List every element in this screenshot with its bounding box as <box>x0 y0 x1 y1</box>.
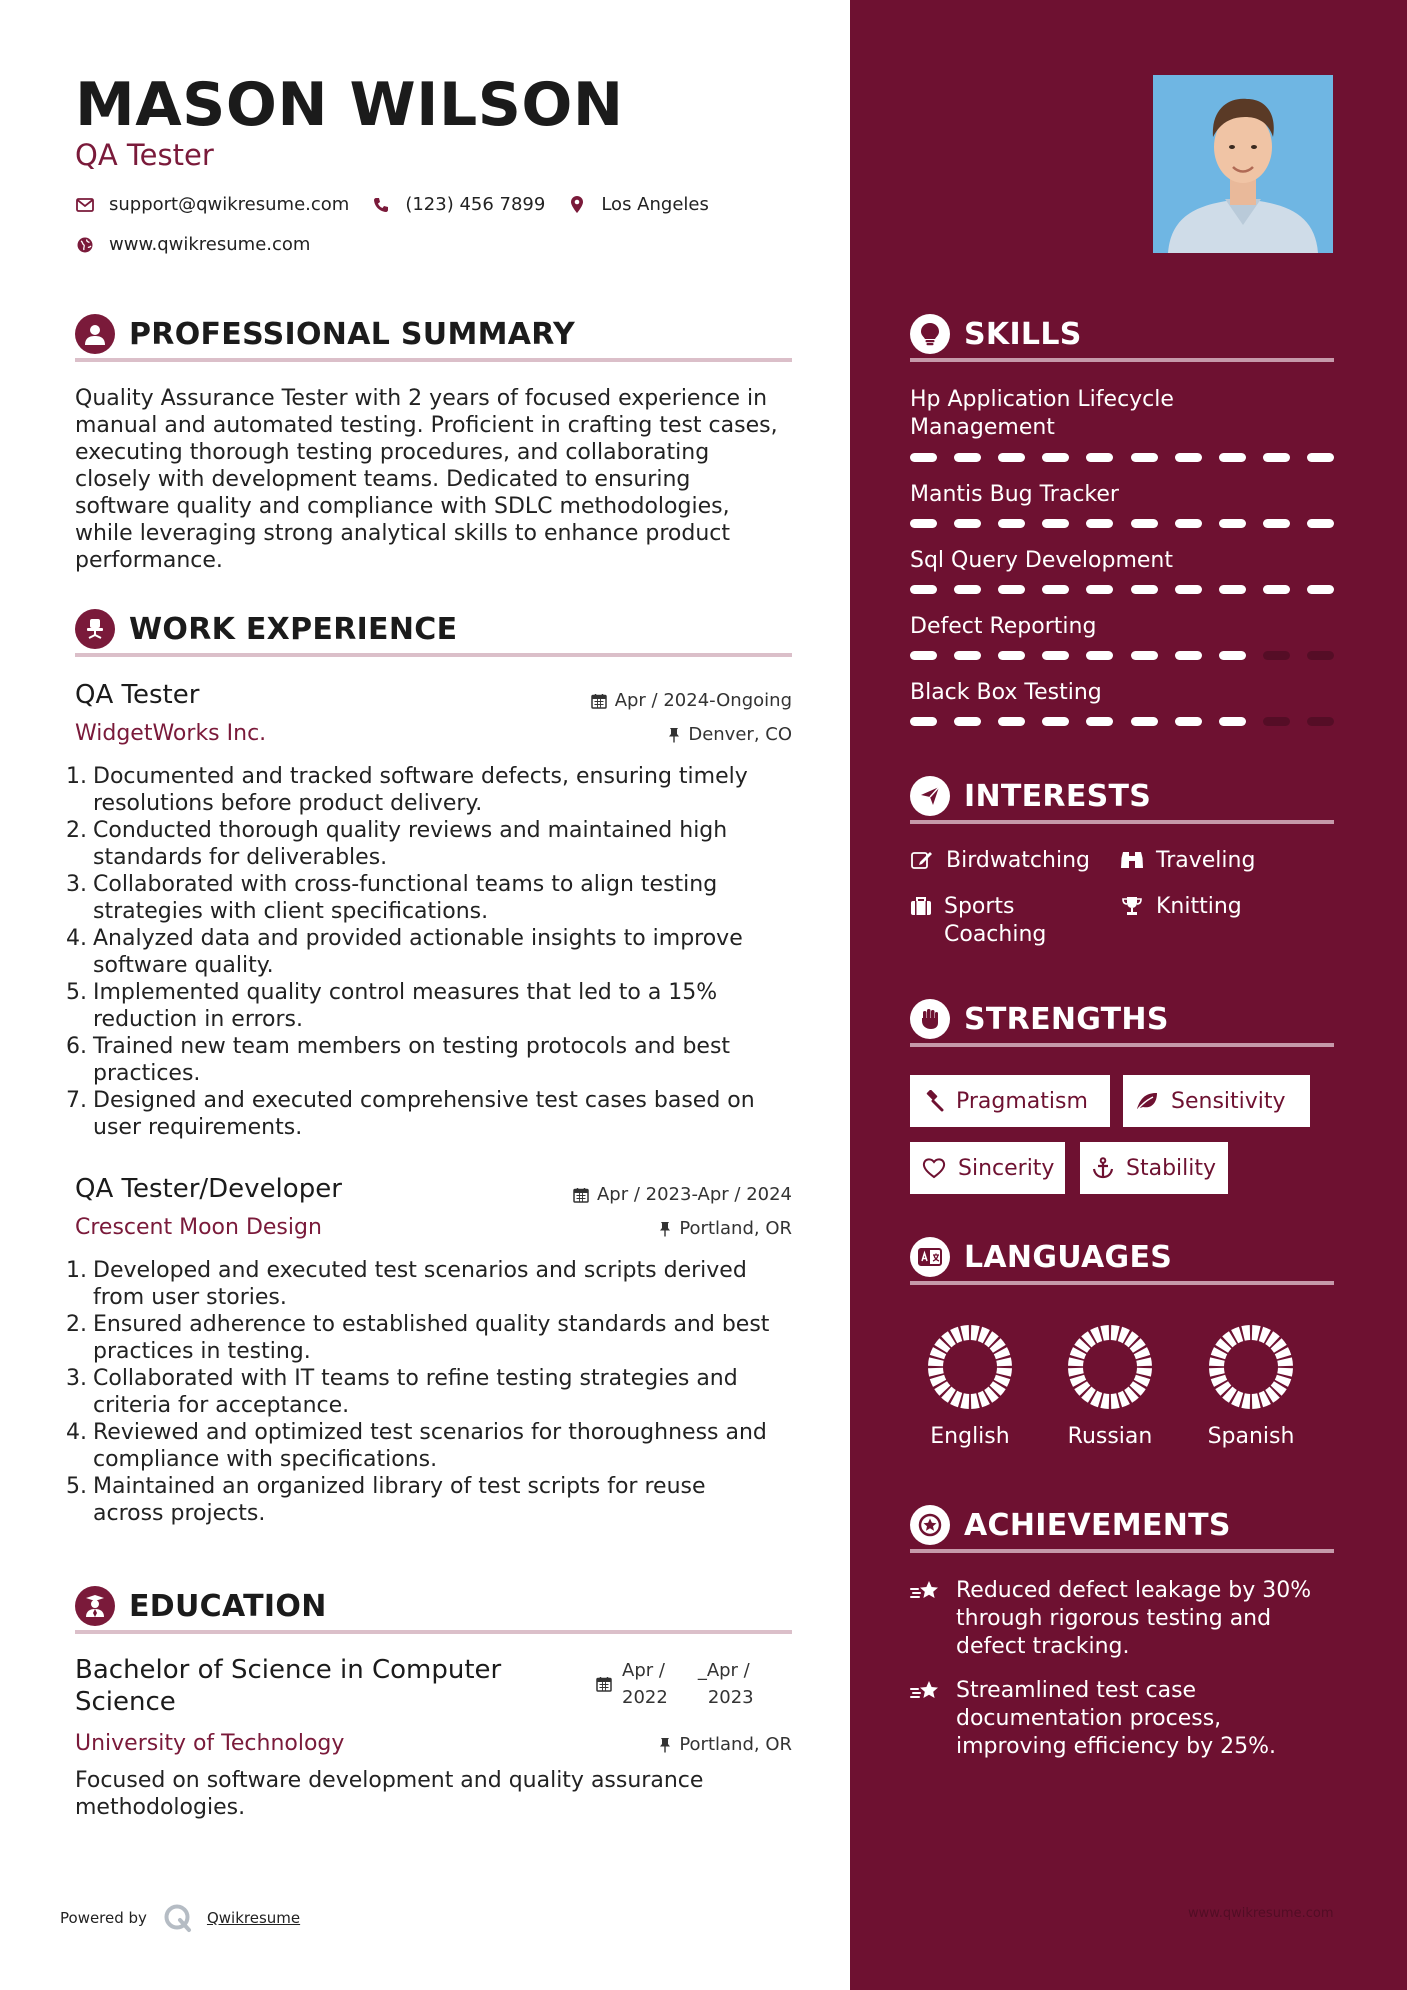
skill-level-dash <box>1086 519 1113 528</box>
powered-by-label: Powered by <box>60 1909 147 1927</box>
calendar-icon <box>573 1187 589 1203</box>
skill-level-dash <box>1263 651 1290 660</box>
phone-icon <box>371 195 391 215</box>
achievements-section-header <box>910 1501 1334 1553</box>
list-item <box>66 1311 806 1365</box>
skill-name: Mantis Bug Tracker <box>910 482 1119 507</box>
skill-level-dash <box>1307 585 1334 594</box>
leaf-icon <box>1135 1091 1159 1111</box>
skill-level-dash <box>998 651 1025 660</box>
language-ring-segment <box>1252 1325 1261 1341</box>
job-title: QA Tester/Developer <box>75 1174 342 1204</box>
list-item <box>66 1257 806 1311</box>
list-text: practices in testing. <box>93 1339 311 1364</box>
skill-level-dash <box>954 453 981 462</box>
skill-level-dash <box>998 585 1025 594</box>
language-label: English <box>930 1424 1010 1449</box>
pushpin-icon <box>659 1221 671 1237</box>
strength-badge <box>910 1142 1065 1194</box>
summary-line: performance. <box>75 548 223 573</box>
languages-title: LANGUAGES <box>964 1239 1173 1275</box>
email-link[interactable]: support@qwikresume.com <box>109 194 350 215</box>
language-level-ring <box>1206 1322 1296 1412</box>
education-title: EDUCATION <box>129 1588 327 1624</box>
briefcase-icon <box>910 896 932 916</box>
achievement-text: improving efficiency by 25%. <box>956 1734 1277 1759</box>
paper-plane-icon <box>910 776 950 816</box>
job-location-text: Denver, CO <box>688 724 792 745</box>
list-number: 5. <box>66 1474 87 1499</box>
skill-level-dash <box>1307 453 1334 462</box>
achievement-text: Reduced defect leakage by 30% <box>956 1578 1312 1603</box>
achievement-item <box>910 1577 1330 1661</box>
summary-section-header <box>75 310 792 362</box>
skill-level-dash <box>1042 453 1069 462</box>
job-responsibilities <box>66 1257 806 1527</box>
sidebar <box>850 0 1407 1990</box>
strength-badge <box>910 1075 1110 1127</box>
summary-line: while leveraging strong analytical skills to enhance product <box>75 521 731 546</box>
education-section-header <box>75 1582 792 1634</box>
heart-icon <box>922 1157 946 1179</box>
skill-level-dash <box>1086 717 1113 726</box>
list-text: Collaborated with cross-functional teams to align testing <box>93 872 718 897</box>
language-ring-segment <box>1209 1368 1225 1377</box>
job-title: QA Tester <box>75 680 200 710</box>
interest-label: Birdwatching <box>946 848 1090 873</box>
graduate-icon <box>75 1586 115 1626</box>
skill-level-dash <box>954 519 981 528</box>
list-text: standards for deliverables. <box>93 845 388 870</box>
list-text: Documented and tracked software defects, ensuring timely <box>93 764 748 789</box>
summary-line: executing thorough testing procedures, and collaborating <box>75 440 710 465</box>
list-text: from user stories. <box>93 1285 287 1310</box>
achievement-item <box>910 1677 1330 1761</box>
language-ring-segment <box>1136 1368 1152 1377</box>
date-part: 2023 <box>707 1687 754 1708</box>
star-badge-icon <box>910 1505 950 1545</box>
strength-badge <box>1123 1075 1310 1127</box>
skill-level-dash <box>910 717 937 726</box>
language-ring-segment <box>971 1393 980 1409</box>
list-text: Ensured adherence to established quality standards and best <box>93 1312 770 1337</box>
list-item <box>66 1473 806 1527</box>
summary-line: closely with development teams. Dedicated to ensuring <box>75 467 691 492</box>
skill-level-dash <box>1175 717 1202 726</box>
experience-title: WORK EXPERIENCE <box>129 611 458 647</box>
edit-icon <box>910 850 934 870</box>
job-date-text: Apr / 2024-Ongoing <box>614 690 792 711</box>
experience-section-header <box>75 605 792 657</box>
skill-name-line: Hp Application Lifecycle <box>910 387 1174 412</box>
date-part: _Apr / <box>697 1660 750 1681</box>
skill-level-dash <box>954 585 981 594</box>
list-number: 6. <box>66 1034 87 1059</box>
language-ring-segment <box>960 1393 969 1409</box>
powered-by <box>60 1903 300 1933</box>
skill-level-bar <box>910 651 1334 660</box>
skill-level-dash <box>910 585 937 594</box>
user-icon <box>75 314 115 354</box>
trophy-icon <box>1120 896 1144 916</box>
pushpin-icon <box>668 727 680 743</box>
list-number: 4. <box>66 926 87 951</box>
list-number: 7. <box>66 1088 87 1113</box>
language-level-ring <box>925 1322 1015 1412</box>
list-text: Reviewed and optimized test scenarios for thoroughness and <box>93 1420 767 1445</box>
strength-label: Stability <box>1126 1155 1217 1181</box>
skill-level-dash <box>910 453 937 462</box>
degree-line: Science <box>75 1687 176 1717</box>
strength-badge <box>1080 1142 1228 1194</box>
language-level-ring <box>1065 1322 1155 1412</box>
skill-level-dash <box>1042 651 1069 660</box>
skill-level-dash <box>998 519 1025 528</box>
achievement-text: documentation process, <box>956 1706 1222 1731</box>
date-part: 2022 <box>622 1687 668 1708</box>
language-ring-segment <box>1252 1393 1261 1409</box>
skill-level-dash <box>1131 585 1158 594</box>
language-ring-segment <box>1209 1357 1225 1366</box>
skill-level-bar <box>910 453 1334 462</box>
language-ring-segment <box>1100 1325 1109 1341</box>
qwikresume-logo-icon <box>163 1903 193 1933</box>
list-text: compliance with specifications. <box>93 1447 438 1472</box>
skill-level-dash <box>1086 453 1113 462</box>
calendar-icon <box>596 1676 612 1692</box>
skills-title: SKILLS <box>964 316 1082 352</box>
language-ring-segment <box>960 1325 969 1341</box>
skill-level-dash <box>1219 585 1246 594</box>
language-ring-segment <box>1100 1393 1109 1409</box>
anchor-icon <box>1092 1157 1114 1179</box>
skill-level-dash <box>910 651 937 660</box>
summary-line: software quality and compliance with SDLC methodologies, <box>75 494 730 519</box>
job-date <box>573 1184 792 1205</box>
qwikresume-link[interactable]: Qwikresume <box>206 1909 301 1927</box>
list-text: software quality. <box>93 953 274 978</box>
interests-title: INTERESTS <box>964 778 1152 814</box>
shooting-star-icon <box>910 1679 944 1761</box>
pushpin-icon <box>659 1737 671 1753</box>
skill-level-dash <box>1219 519 1246 528</box>
binoculars-icon <box>1120 850 1144 870</box>
job-date-text: Apr / 2023-Apr / 2024 <box>596 1184 792 1205</box>
interest-item <box>910 893 1080 949</box>
skill-level-dash <box>1175 519 1202 528</box>
degree-title <box>75 1654 501 1718</box>
skill-level-dash <box>1263 519 1290 528</box>
language-ring-segment <box>1068 1368 1084 1377</box>
list-number: 1. <box>66 1258 87 1283</box>
skill-level-dash <box>954 717 981 726</box>
list-text: strategies with client specifications. <box>93 899 489 924</box>
language-item <box>1196 1322 1306 1449</box>
strength-label: Sensitivity <box>1171 1088 1286 1114</box>
summary-line: manual and automated testing. Proficient in crafting test cases, <box>75 413 778 438</box>
list-text: practices. <box>93 1061 201 1086</box>
list-item <box>66 1087 806 1141</box>
language-ring-segment <box>1277 1357 1293 1366</box>
gavel-icon <box>922 1090 944 1112</box>
strength-label: Sincerity <box>958 1155 1055 1181</box>
raised-fist-icon <box>910 999 950 1039</box>
skill-level-dash <box>1175 651 1202 660</box>
list-number: 1. <box>66 764 87 789</box>
skill-level-dash <box>1086 585 1113 594</box>
skill-level-dash <box>1263 453 1290 462</box>
list-text: Implemented quality control measures that led to a 15% <box>93 980 718 1005</box>
list-text: Designed and executed comprehensive test cases based on <box>93 1088 755 1113</box>
language-ring-segment <box>996 1357 1012 1366</box>
job-company: Crescent Moon Design <box>75 1215 322 1240</box>
summary-title: PROFESSIONAL SUMMARY <box>129 316 576 352</box>
skill-level-dash <box>1042 717 1069 726</box>
school-location-text: Portland, OR <box>679 1734 792 1755</box>
skill-name: Defect Reporting <box>910 614 1097 639</box>
achievement-text: through rigorous testing and <box>956 1606 1272 1631</box>
skill-level-dash <box>1219 453 1246 462</box>
list-text: user requirements. <box>93 1115 303 1140</box>
job-date <box>591 690 792 711</box>
list-item <box>66 925 806 979</box>
skill-level-dash <box>1042 585 1069 594</box>
strengths-title: STRENGTHS <box>964 1001 1169 1037</box>
skill-level-dash <box>1042 519 1069 528</box>
language-ring-segment <box>1241 1393 1250 1409</box>
date-part: Apr / <box>622 1660 665 1681</box>
skill-level-dash <box>1307 519 1334 528</box>
list-item <box>66 763 806 817</box>
summary-line: Quality Assurance Tester with 2 years of focused experience in <box>75 386 768 411</box>
language-item <box>1055 1322 1165 1449</box>
skill-level-dash <box>998 717 1025 726</box>
strength-label: Pragmatism <box>956 1088 1088 1114</box>
skill-name: Black Box Testing <box>910 680 1102 705</box>
list-text: Conducted thorough quality reviews and maintained high <box>93 818 728 843</box>
list-number: 2. <box>66 1312 87 1337</box>
education-end <box>698 1657 754 1711</box>
contact-row-1 <box>75 194 731 215</box>
list-text: Developed and executed test scenarios and scripts derived <box>93 1258 747 1283</box>
skill-level-dash <box>1131 717 1158 726</box>
list-number: 3. <box>66 872 87 897</box>
language-ring-segment <box>1068 1357 1084 1366</box>
language-ring-segment <box>1136 1357 1152 1366</box>
list-number: 2. <box>66 818 87 843</box>
list-item <box>66 979 806 1033</box>
list-text: Trained new team members on testing protocols and best <box>93 1034 731 1059</box>
skill-level-dash <box>1086 651 1113 660</box>
list-number: 3. <box>66 1366 87 1391</box>
globe-icon <box>75 235 95 255</box>
list-text: reduction in errors. <box>93 1007 303 1032</box>
language-ring-segment <box>996 1368 1012 1377</box>
list-item <box>66 1419 806 1473</box>
language-item <box>915 1322 1025 1449</box>
interest-label: Knitting <box>1156 894 1242 919</box>
skill-level-dash <box>1263 717 1290 726</box>
location-pin-icon <box>567 195 587 215</box>
list-text: Maintained an organized library of test scripts for reuse <box>93 1474 706 1499</box>
skill-level-dash <box>1219 651 1246 660</box>
envelope-icon <box>75 195 95 215</box>
footer-url: www.qwikresume.com <box>1188 1906 1334 1921</box>
skill-level-dash <box>1131 453 1158 462</box>
skill-level-dash <box>1307 651 1334 660</box>
interest-item <box>1120 847 1255 875</box>
degree-line: Bachelor of Science in Computer <box>75 1655 502 1685</box>
lightbulb-icon <box>910 314 950 354</box>
language-ring-segment <box>971 1325 980 1341</box>
skill-level-bar <box>910 519 1334 528</box>
list-item <box>66 1365 806 1419</box>
office-chair-icon <box>75 609 115 649</box>
shooting-star-icon <box>910 1579 944 1661</box>
skill-level-dash <box>1131 651 1158 660</box>
achievement-text: defect tracking. <box>956 1634 1130 1659</box>
language-ring-segment <box>1111 1325 1120 1341</box>
school-location <box>659 1734 792 1755</box>
skill-level-bar <box>910 585 1334 594</box>
skill-level-dash <box>1307 717 1334 726</box>
skills-section-header <box>910 310 1334 362</box>
list-item <box>66 871 806 925</box>
interest-label: Traveling <box>1156 848 1256 873</box>
education-date <box>596 1657 754 1711</box>
language-ring-segment <box>928 1357 944 1366</box>
list-text: criteria for acceptance. <box>93 1393 350 1418</box>
list-text: across projects. <box>93 1501 266 1526</box>
skill-level-dash <box>954 651 981 660</box>
strengths-section-header <box>910 995 1334 1047</box>
language-ring-segment <box>1277 1368 1293 1377</box>
language-label: Russian <box>1067 1424 1153 1449</box>
skill-level-dash <box>998 453 1025 462</box>
job-responsibilities <box>66 763 806 1141</box>
language-ring-segment <box>1111 1393 1120 1409</box>
school-name: University of Technology <box>75 1731 345 1756</box>
skill-level-dash <box>1131 519 1158 528</box>
job-company: WidgetWorks Inc. <box>75 721 267 746</box>
summary-text <box>75 385 800 574</box>
phone-number[interactable]: (123) 456 7899 <box>405 194 546 215</box>
skill-level-dash <box>910 519 937 528</box>
website-link[interactable]: www.qwikresume.com <box>109 234 311 255</box>
education-desc-line: Focused on software development and quality assurance <box>75 1768 704 1793</box>
interest-label: Sports Coaching <box>944 894 1047 947</box>
list-number: 5. <box>66 980 87 1005</box>
language-icon <box>910 1237 950 1277</box>
job-location-text: Portland, OR <box>679 1218 792 1239</box>
location-text: Los Angeles <box>601 194 709 215</box>
achievements-title: ACHIEVEMENTS <box>964 1507 1231 1543</box>
interest-item <box>1120 893 1242 921</box>
candidate-role: QA Tester <box>75 138 214 172</box>
achievement-text: Streamlined test case <box>956 1678 1197 1703</box>
education-desc-line: methodologies. <box>75 1795 246 1820</box>
language-ring-segment <box>1241 1325 1250 1341</box>
list-item <box>66 1033 806 1087</box>
list-item <box>66 817 806 871</box>
list-text: Collaborated with IT teams to refine testing strategies and <box>93 1366 738 1391</box>
profile-photo <box>1153 75 1333 253</box>
skill-level-bar <box>910 717 1334 726</box>
contact-row-2 <box>75 234 332 255</box>
language-label: Spanish <box>1207 1424 1295 1449</box>
list-text: Analyzed data and provided actionable insights to improve <box>93 926 743 951</box>
calendar-icon <box>591 693 607 709</box>
language-ring-segment <box>928 1368 944 1377</box>
interests-section-header <box>910 772 1334 824</box>
skill-level-dash <box>1263 585 1290 594</box>
job-location <box>659 1218 792 1239</box>
skill-name <box>910 386 1290 442</box>
candidate-name: MASON WILSON <box>75 70 624 140</box>
skill-level-dash <box>1175 585 1202 594</box>
list-number: 4. <box>66 1420 87 1445</box>
interest-item <box>910 847 1090 875</box>
languages-section-header <box>910 1233 1334 1285</box>
education-start <box>622 1657 668 1711</box>
skill-level-dash <box>1175 453 1202 462</box>
skill-level-dash <box>1219 717 1246 726</box>
education-description <box>75 1767 800 1821</box>
job-location <box>668 724 792 745</box>
list-text: resolutions before product delivery. <box>93 791 483 816</box>
skill-name: Sql Query Development <box>910 548 1173 573</box>
skill-name-line: Management <box>910 415 1055 440</box>
